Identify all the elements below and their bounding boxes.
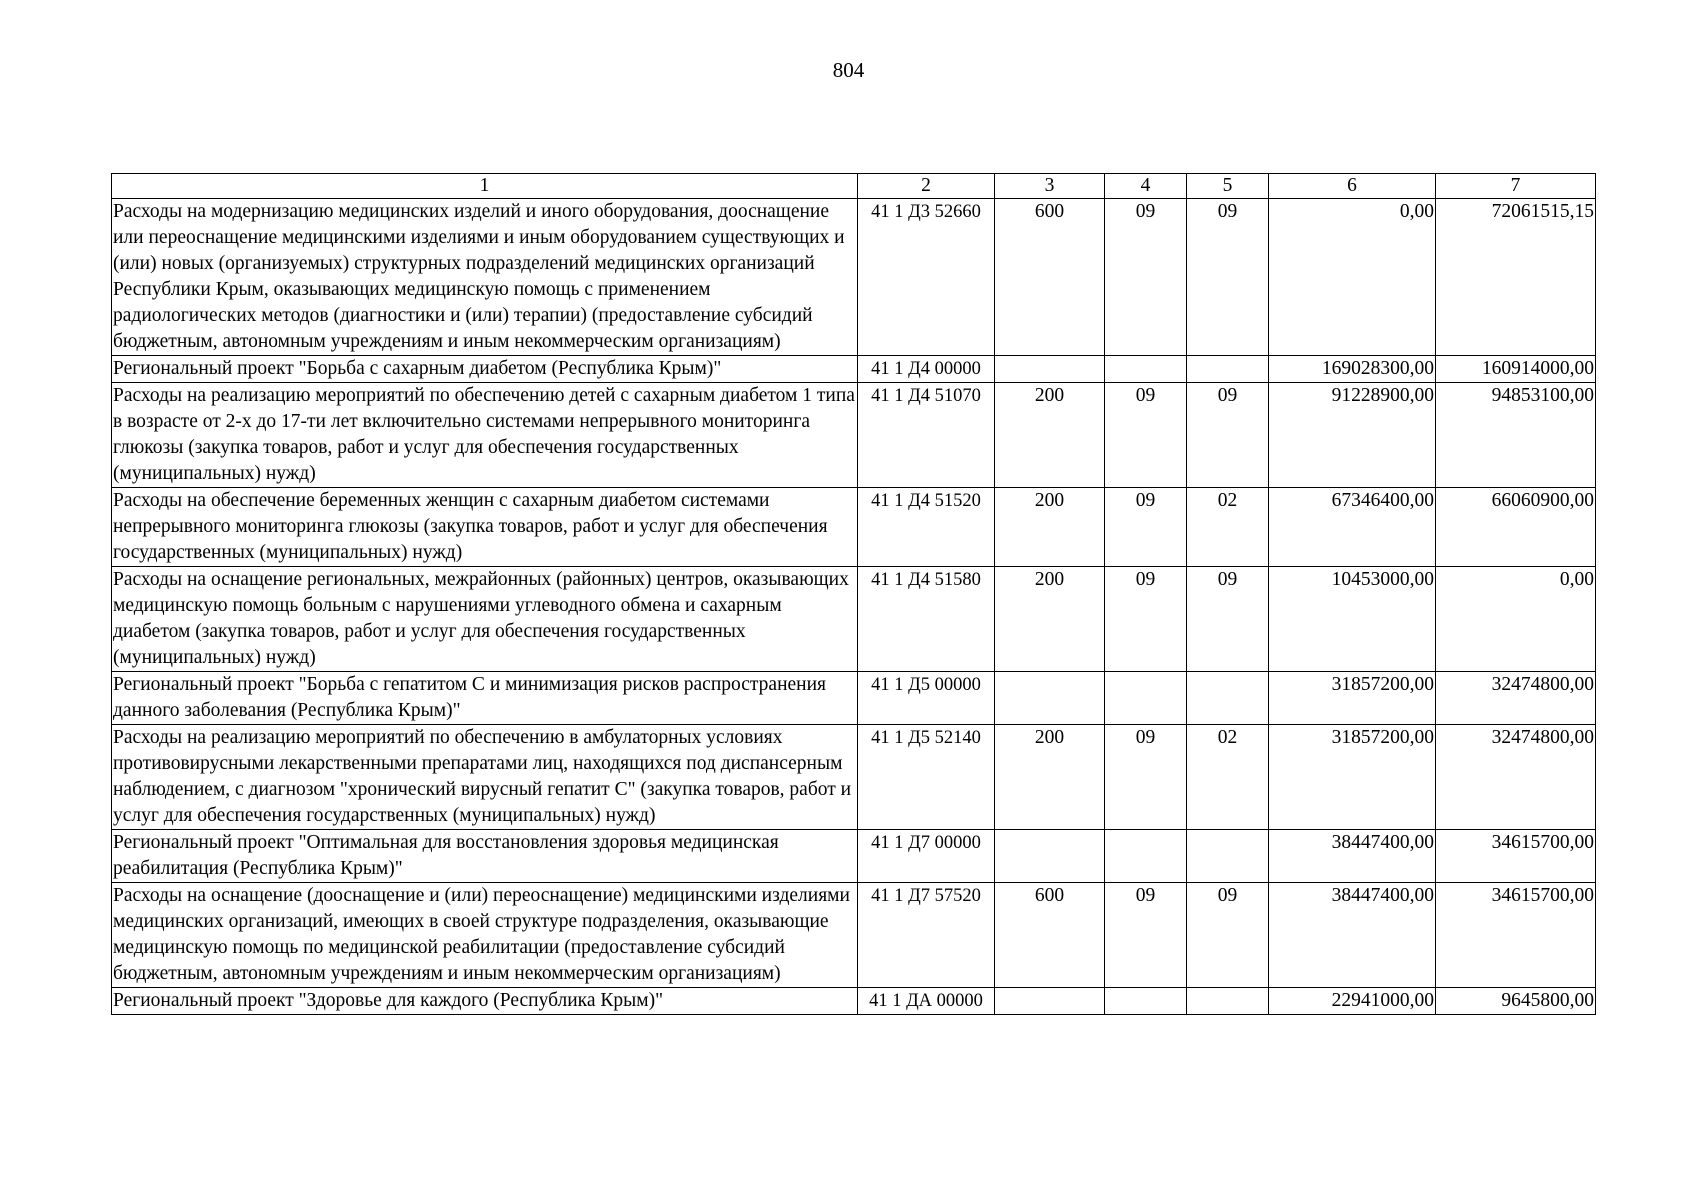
row-col-5: 02 <box>1187 725 1269 830</box>
row-description: Региональный проект "Оптимальная для восстановления здоровья медицинская реабилитация (Республика Крым)" <box>112 830 858 883</box>
row-col-4 <box>1105 988 1187 1015</box>
table-row <box>112 356 1596 383</box>
row-amount-6: 31857200,00 <box>1269 725 1436 830</box>
row-code: 41 1 Д5 00000 <box>858 672 995 725</box>
table-row <box>112 672 1596 725</box>
row-amount-6: 31857200,00 <box>1269 672 1436 725</box>
row-col-4: 09 <box>1105 488 1187 567</box>
row-amount-6: 10453000,00 <box>1269 567 1436 672</box>
row-code: 41 1 ДА 00000 <box>858 988 995 1015</box>
row-description: Расходы на оснащение региональных, межрайонных (районных) центров, оказывающих медицинскую помощь больным с нарушениями углеводного обмена и сахарным диабетом (закупка товаров, работ и услуг для обеспечения государственных (муниципальных) нужд) <box>112 567 858 672</box>
row-col-3: 200 <box>995 383 1105 488</box>
row-col-5 <box>1187 672 1269 725</box>
row-col-4: 09 <box>1105 199 1187 356</box>
row-code: 41 1 Д4 51070 <box>858 383 995 488</box>
page-number: 804 <box>832 58 865 82</box>
row-col-3: 200 <box>995 725 1105 830</box>
row-amount-7: 160914000,00 <box>1436 356 1596 383</box>
header-col-2: 2 <box>858 174 995 199</box>
row-col-3: 600 <box>995 199 1105 356</box>
row-code: 41 1 Д4 00000 <box>858 356 995 383</box>
row-code: 41 1 Д7 57520 <box>858 883 995 988</box>
row-description: Расходы на обеспечение беременных женщин с сахарным диабетом системами непрерывного мониторинга глюкозы (закупка товаров, работ и услуг для обеспечения государственных (муниципальных) нужд) <box>112 488 858 567</box>
header-row <box>112 174 1596 199</box>
row-amount-6: 22941000,00 <box>1269 988 1436 1015</box>
table-row <box>112 567 1596 672</box>
row-code: 41 1 Д7 00000 <box>858 830 995 883</box>
row-description: Расходы на оснащение (дооснащение и (или) переоснащение) медицинскими изделиями медицинских организаций, имеющих в своей структуре подразделения, оказывающие медицинскую помощь по медицинской реабилитации (предоставление субсидий бюджетным, автономным учреждениям и иным некоммерческим организациям) <box>112 883 858 988</box>
row-amount-7: 32474800,00 <box>1436 725 1596 830</box>
row-col-5: 09 <box>1187 199 1269 356</box>
row-amount-6: 67346400,00 <box>1269 488 1436 567</box>
budget-table <box>111 173 1596 1015</box>
row-col-5: 09 <box>1187 383 1269 488</box>
row-description: Расходы на реализацию мероприятий по обеспечению в амбулаторных условиях противовирусными лекарственными препаратами лиц, находящихся под диспансерным наблюдением, с диагнозом "хронический вирусный гепатит С" (закупка товаров, работ и услуг для обеспечения государственных (муниципальных) нужд) <box>112 725 858 830</box>
row-col-3 <box>995 356 1105 383</box>
header-col-6: 6 <box>1269 174 1436 199</box>
row-col-5: 02 <box>1187 488 1269 567</box>
row-col-3: 200 <box>995 488 1105 567</box>
row-amount-7: 72061515,15 <box>1436 199 1596 356</box>
row-col-5: 09 <box>1187 883 1269 988</box>
header-col-3: 3 <box>995 174 1105 199</box>
table-row <box>112 199 1596 356</box>
table-row <box>112 988 1596 1015</box>
table-row <box>112 883 1596 988</box>
row-col-4: 09 <box>1105 883 1187 988</box>
row-amount-7: 94853100,00 <box>1436 383 1596 488</box>
row-amount-7: 34615700,00 <box>1436 883 1596 988</box>
row-col-4 <box>1105 672 1187 725</box>
row-amount-6: 91228900,00 <box>1269 383 1436 488</box>
row-amount-7: 34615700,00 <box>1436 830 1596 883</box>
row-col-5 <box>1187 830 1269 883</box>
header-col-4: 4 <box>1105 174 1187 199</box>
row-col-3: 200 <box>995 567 1105 672</box>
row-col-5 <box>1187 356 1269 383</box>
row-col-4 <box>1105 830 1187 883</box>
row-col-3 <box>995 988 1105 1015</box>
row-description: Расходы на модернизацию медицинских изделий и иного оборудования, дооснащение или переоснащение медицинскими изделиями и иным оборудованием существующих и (или) новых (организуемых) структурных подразделений медицинских организаций Республики Крым, оказывающих медицинскую помощь с применением радиологических методов (диагностики и (или) терапии) (предоставление субсидий бюджетным, автономным учреждениям и иным некоммерческим организациям) <box>112 199 858 356</box>
row-amount-7: 32474800,00 <box>1436 672 1596 725</box>
header-col-5: 5 <box>1187 174 1269 199</box>
row-amount-7: 0,00 <box>1436 567 1596 672</box>
row-code: 41 1 Д5 52140 <box>858 725 995 830</box>
row-description: Региональный проект "Борьба с гепатитом С и минимизация рисков распространения данного заболевания (Республика Крым)" <box>112 672 858 725</box>
row-col-4 <box>1105 356 1187 383</box>
row-col-4: 09 <box>1105 725 1187 830</box>
row-amount-7: 66060900,00 <box>1436 488 1596 567</box>
row-code: 41 1 Д4 51520 <box>858 488 995 567</box>
row-col-4: 09 <box>1105 383 1187 488</box>
row-amount-6: 38447400,00 <box>1269 830 1436 883</box>
row-amount-6: 0,00 <box>1269 199 1436 356</box>
table-row <box>112 725 1596 830</box>
row-amount-6: 38447400,00 <box>1269 883 1436 988</box>
row-code: 41 1 Д3 52660 <box>858 199 995 356</box>
header-col-1: 1 <box>112 174 858 199</box>
row-amount-7: 9645800,00 <box>1436 988 1596 1015</box>
row-col-5 <box>1187 988 1269 1015</box>
header-col-7: 7 <box>1436 174 1596 199</box>
row-description: Расходы на реализацию мероприятий по обеспечению детей с сахарным диабетом 1 типа в возрасте от 2-х до 17-ти лет включительно системами непрерывного мониторинга глюкозы (закупка товаров, работ и услуг для обеспечения государственных (муниципальных) нужд) <box>112 383 858 488</box>
row-code: 41 1 Д4 51580 <box>858 567 995 672</box>
row-col-5: 09 <box>1187 567 1269 672</box>
table-row <box>112 488 1596 567</box>
row-col-3: 600 <box>995 883 1105 988</box>
row-col-4: 09 <box>1105 567 1187 672</box>
row-description: Региональный проект "Борьба с сахарным диабетом (Республика Крым)" <box>112 356 858 383</box>
table-row <box>112 830 1596 883</box>
row-amount-6: 169028300,00 <box>1269 356 1436 383</box>
row-col-3 <box>995 672 1105 725</box>
row-description: Региональный проект "Здоровье для каждого (Республика Крым)" <box>112 988 858 1015</box>
table-row <box>112 383 1596 488</box>
row-col-3 <box>995 830 1105 883</box>
